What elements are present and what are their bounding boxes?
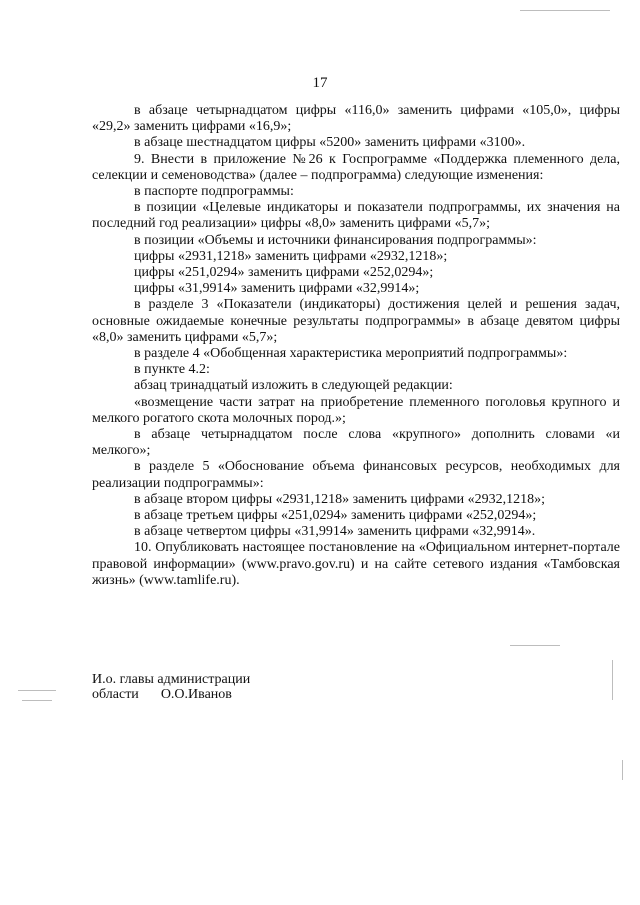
scan-artifact [18, 690, 56, 691]
paragraph: «возмещение части затрат на приобретение племенного поголовья крупного и мелкого рогатого скота молочных пород.»; [92, 394, 620, 426]
scan-artifact [22, 700, 52, 701]
paragraph: цифры «31,9914» заменить цифрами «32,9914»; [134, 281, 420, 297]
paragraph: в абзаце четырнадцатом после слова «крупного» дополнить словами «и мелкого»; [92, 427, 620, 459]
scan-artifact [622, 760, 623, 780]
paragraph: в позиции «Целевые индикаторы и показатели подпрограммы, их значения на последний год реализации» цифры «8,0» заменить цифрами «5,7»; [92, 200, 620, 232]
paragraph: в разделе 3 «Показатели (индикаторы) достижения целей и решения задач, основные ожидаемые конечные результаты подпрограммы» в абзаце девятом цифры «8,0» заменить цифрами «5,7»; [92, 297, 620, 345]
paragraph: в позиции «Объемы и источники финансирования подпрограммы»: [134, 232, 537, 248]
signatory-position-region: области [92, 687, 139, 702]
paragraph: в абзаце третьем цифры «251,0294» заменить цифрами «252,0294»; [134, 508, 537, 524]
paragraph: абзац тринадцатый изложить в следующей редакции: [134, 378, 453, 394]
paragraph: в паспорте подпрограммы: [134, 184, 294, 200]
scan-artifact [510, 645, 560, 646]
paragraph: 10. Опубликовать настоящее постановление на «Официальном интернет-портале правовой информации» (www.pravo.gov.ru) и на сайте сетевого издания «Тамбовская жизнь» (www.tamlife.ru). [92, 540, 620, 588]
paragraph: в абзаце четырнадцатом цифры «116,0» заменить цифрами «105,0», цифры «29,2» заменить цифрами «16,9»; [92, 103, 620, 135]
scan-artifact [520, 10, 610, 11]
paragraph: в абзаце четвертом цифры «31,9914» заменить цифрами «32,9914». [134, 524, 536, 540]
page-number: 17 [312, 75, 328, 91]
paragraph: в пункте 4.2: [134, 362, 210, 378]
paragraph: в абзаце шестнадцатом цифры «5200» заменить цифрами «3100». [134, 135, 526, 151]
document-body [92, 103, 620, 589]
paragraph: цифры «2931,1218» заменить цифрами «2932,1218»; [134, 248, 448, 264]
paragraph: в разделе 5 «Обоснование объема финансовых ресурсов, необходимых для реализации подпрограммы»: [92, 459, 620, 491]
signature-block [92, 672, 250, 702]
paragraph: в разделе 4 «Обобщенная характеристика мероприятий подпрограммы»: [134, 346, 568, 362]
paragraph: 9. Внести в приложение №26 к Госпрограмме «Поддержка племенного дела, селекции и семеноводства» (далее – подпрограмма) следующие изменения: [92, 151, 620, 183]
paragraph: в абзаце втором цифры «2931,1218» заменить цифрами «2932,1218»; [134, 491, 545, 507]
signatory-name: О.О.Иванов [160, 687, 232, 702]
paragraph: цифры «251,0294» заменить цифрами «252,0294»; [134, 265, 434, 281]
signatory-position: И.о. главы администрации [92, 672, 251, 687]
scan-artifact [612, 660, 613, 700]
